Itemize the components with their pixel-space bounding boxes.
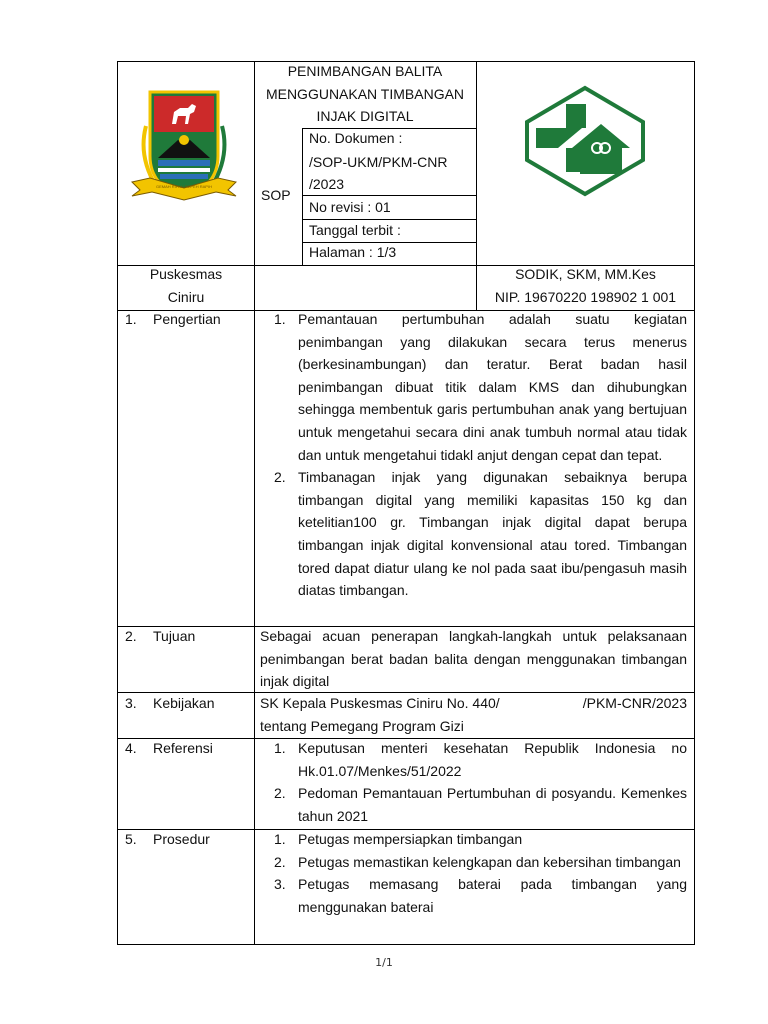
issue-date: Tanggal terbit :: [309, 222, 401, 238]
section-title: Tujuan: [153, 628, 196, 644]
org-name: Puskesmas: [149, 266, 223, 282]
section-title: Kebijakan: [153, 695, 215, 711]
section-title: Referensi: [153, 740, 213, 756]
section-referensi: [117, 737, 695, 829]
policy-text-cont: tentang Pemegang Program Gizi: [260, 717, 464, 734]
list-item: 1. Keputusan menteri kesehatan Republik Indonesia no Hk.01.07/Menkes/51/2022: [274, 740, 687, 779]
regency-logo: [128, 86, 240, 204]
doc-number-label: No. Dokumen :: [309, 130, 403, 146]
policy-text: SK Kepala Puskesmas Ciniru No. 440/: [260, 695, 500, 711]
puskesmas-icon: [522, 84, 648, 198]
list-item: 2. Timbanagan injak yang digunakan sebaiknya berupa timbangan digital yang memiliki kapasitas 150 kg dan ketelitian100 gr. Timbangan injak digital dapat berupa timbangan injak digital konvensional atau tored. Timbangan tored dapat diatur ulang ke nol pada saat ibu/pengasuh masih diatas timbangan.: [274, 469, 687, 599]
section-number: 3.: [125, 695, 137, 711]
section-kebijakan: [117, 692, 695, 738]
list-item: 2. Petugas memastikan kelengkapan dan kebersihan timbangan: [274, 853, 681, 870]
section-number: 2.: [125, 628, 137, 644]
section-number: 5.: [125, 831, 137, 847]
document-title: PENIMBANGAN BALITA MENGGUNAKAN TIMBANGAN INJAK DIGITAL: [265, 63, 465, 125]
org-location: Ciniru: [167, 289, 205, 305]
list-item: 1. Pemantauan pertumbuhan adalah suatu kegiatan penimbangan yang dilakukan secara terus menerus (berkesinambungan) dan teratur. Berat badan hasil penimbangan dibuat titik dalam KMS dan dihubungkan sehingga membentuk garis pertumbuhan anak yang bertujuan untuk mengetahui secara dini anak tumbuh normal atau tidak dan untuk mengetahui tidakl anjut dengan cepat dan tepat.: [274, 311, 687, 463]
list-item: 2. Pedoman Pemantauan Pertumbuhan di posyandu. Kemenkes tahun 2021: [274, 785, 687, 824]
signatory-nip: NIP. 19670220 198902 1 001: [494, 289, 677, 305]
section-pengertian: [117, 308, 695, 626]
sop-label: SOP: [261, 187, 291, 203]
section-tujuan: [117, 625, 695, 692]
section-title: Prosedur: [153, 831, 210, 847]
section-number: 4.: [125, 740, 137, 756]
section-title: Pengertian: [153, 311, 221, 327]
page-footer: 1/1: [375, 956, 393, 969]
section-text: Sebagai acuan penerapan langkah-langkah untuk pelaksanaan penimbangan berat badan balita dengan menggunakan timbangan injak digital: [260, 628, 687, 690]
section-prosedur: [117, 828, 695, 944]
page-number: Halaman : 1/3: [309, 244, 397, 260]
policy-number-suffix: /PKM-CNR/2023: [582, 695, 687, 711]
list-item: 1. Petugas mempersiapkan timbangan: [274, 831, 523, 847]
list-item: 3. Petugas memasang baterai pada timbangan yang menggunakan baterai: [274, 876, 687, 915]
puskesmas-logo: [522, 84, 648, 198]
signatory-name: SODIK, SKM, MM.Kes: [515, 266, 656, 282]
doc-number-value: /SOP-UKM/PKM-CNR /2023: [309, 154, 448, 192]
logo-motto: GEMAH RIPAH REPEH RAPIH: [156, 184, 212, 189]
section-number: 1.: [125, 311, 137, 327]
revision-number: No revisi : 01: [309, 199, 391, 215]
